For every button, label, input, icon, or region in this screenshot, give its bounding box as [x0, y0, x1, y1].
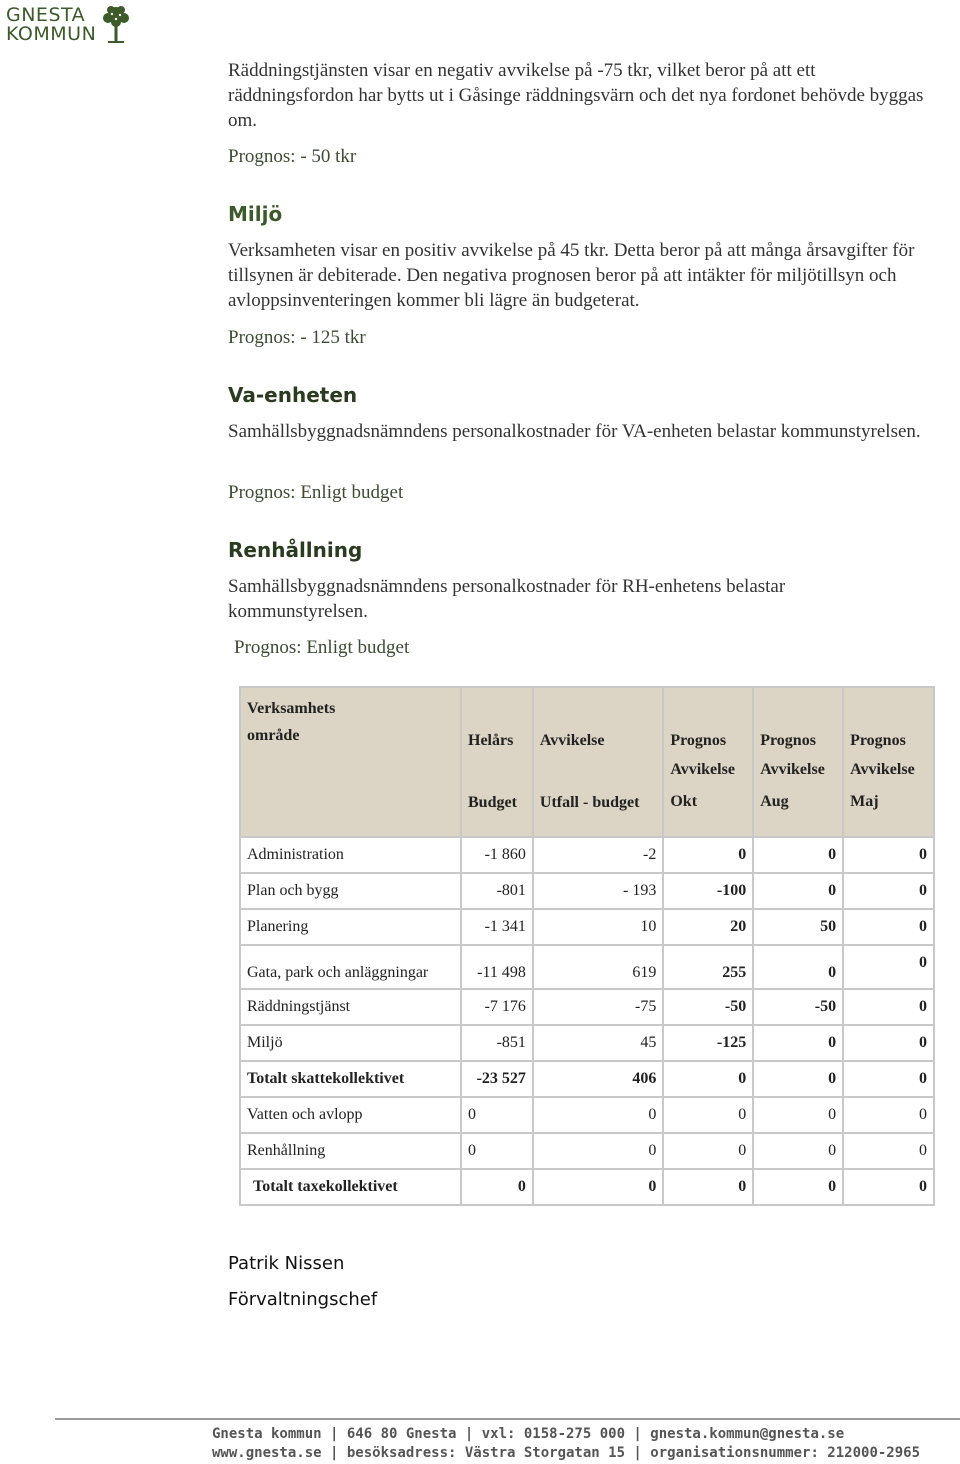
- header-text: Prognos: [850, 732, 906, 749]
- cell-utfall: -2: [533, 837, 663, 873]
- header-text: Prognos: [760, 732, 816, 749]
- cell-utfall: 0: [533, 1169, 663, 1205]
- cell-budget: 0: [461, 1097, 533, 1133]
- cell-name: Renhållning: [240, 1133, 461, 1169]
- cell-maj: 0: [843, 989, 934, 1025]
- cell-aug: 0: [753, 1169, 843, 1205]
- cell-aug: -50: [753, 989, 843, 1025]
- table-row-total: [240, 1061, 934, 1097]
- va-heading: Va-enheten: [228, 383, 358, 407]
- table-row: [240, 873, 934, 909]
- va-paragraph: Samhällsbyggnadsnämndens personalkostnader för VA-enheten belastar kommunstyrelsen.: [228, 421, 921, 442]
- miljo-prognos: Prognos: - 125 tkr: [228, 327, 366, 348]
- header-prognos-aug: [753, 687, 843, 837]
- cell-okt: 0: [663, 1169, 753, 1205]
- cell-utfall: -75: [533, 989, 663, 1025]
- table-row: [240, 1133, 934, 1169]
- header-text: Maj: [850, 793, 879, 810]
- table-row: [240, 945, 934, 989]
- cell-maj: 0: [843, 909, 934, 945]
- cell-maj: 0: [843, 1061, 934, 1097]
- cell-name: Miljö: [240, 1025, 461, 1061]
- header-verksamhetsomrade: [240, 687, 461, 837]
- cell-okt: 255: [663, 945, 753, 989]
- cell-budget: 0: [461, 1133, 533, 1169]
- table-header-row: [240, 687, 934, 837]
- footer-address-line: www.gnesta.se | besöksadress: Västra Storgatan 15 | organisationsnummer: 212000-2965: [212, 1445, 921, 1461]
- cell-maj: 0: [843, 945, 934, 989]
- cell-utfall: - 193: [533, 873, 663, 909]
- cell-aug: 0: [753, 945, 843, 989]
- cell-aug: 0: [753, 1097, 843, 1133]
- intro-paragraph: Räddningstjänsten visar en negativ avvikelse på -75 tkr, vilket beror på att ett räddningsfordon har bytts ut i Gåsinge räddningsvärn och det nya fordonet behövde byggas om.: [228, 60, 924, 131]
- cell-name: Räddningstjänst: [240, 989, 461, 1025]
- cell-utfall: 10: [533, 909, 663, 945]
- signature-title: Förvaltningschef: [228, 1289, 378, 1310]
- header-text: Avvikelse: [850, 761, 915, 778]
- cell-utfall: 45: [533, 1025, 663, 1061]
- cell-budget: -7 176: [461, 989, 533, 1025]
- cell-name: Gata, park och anläggningar: [240, 945, 461, 989]
- gnesta-kommun-logo: [6, 4, 130, 46]
- cell-name: Plan och bygg: [240, 873, 461, 909]
- renhallning-prognos: Prognos: Enligt budget: [234, 637, 410, 658]
- header-text: Prognos: [670, 732, 727, 749]
- header-text: Helårs: [468, 732, 514, 749]
- cell-budget: 0: [461, 1169, 533, 1205]
- va-prognos: Prognos: Enligt budget: [228, 482, 404, 503]
- cell-budget: -851: [461, 1025, 533, 1061]
- intro-prognos: Prognos: - 50 tkr: [228, 146, 357, 167]
- logo-text-kommun: KOMMUN: [6, 23, 97, 45]
- tree-icon: [100, 4, 132, 46]
- table-row-total: [240, 1169, 934, 1205]
- cell-name: Totalt taxekollektivet: [240, 1169, 461, 1205]
- cell-okt: -50: [663, 989, 753, 1025]
- table-row: [240, 989, 934, 1025]
- cell-budget: -1 341: [461, 909, 533, 945]
- header-budget: [461, 687, 533, 837]
- cell-maj: 0: [843, 1097, 934, 1133]
- cell-name: Vatten och avlopp: [240, 1097, 461, 1133]
- header-text: Verksamhets: [247, 700, 336, 717]
- miljo-paragraph: Verksamheten visar en positiv avvikelse på 45 tkr. Detta beror på att många årsavgifter för tillsynen är debiterade. Den negativa prognosen beror på att intäkter för miljötillsyn och avloppsinventeringen kommer bli lägre än budgeterat.: [228, 240, 915, 311]
- cell-name: Totalt skattekollektivet: [240, 1061, 461, 1097]
- budget-table: [239, 686, 935, 1206]
- table-row: [240, 909, 934, 945]
- header-text: Budget: [468, 794, 517, 811]
- cell-maj: 0: [843, 1133, 934, 1169]
- cell-budget: -11 498: [461, 945, 533, 989]
- cell-utfall: 619: [533, 945, 663, 989]
- header-text: Avvikelse: [539, 732, 605, 749]
- cell-maj: 0: [843, 1169, 934, 1205]
- cell-maj: 0: [843, 873, 934, 909]
- footer-divider: [55, 1418, 960, 1420]
- cell-aug: 0: [753, 873, 843, 909]
- signature-name: Patrik Nissen: [228, 1253, 345, 1274]
- renhallning-paragraph: Samhällsbyggnadsnämndens personalkostnader för RH-enhetens belastar kommunstyrelsen.: [228, 576, 786, 622]
- footer-contact-line: Gnesta kommun | 646 80 Gnesta | vxl: 0158-275 000 | gnesta.kommun@gnesta.se: [212, 1426, 845, 1442]
- header-avvikelse: [533, 687, 663, 837]
- cell-maj: 0: [843, 1025, 934, 1061]
- cell-name: Planering: [240, 909, 461, 945]
- cell-aug: 50: [753, 909, 843, 945]
- header-text: Okt: [670, 793, 698, 810]
- cell-utfall: 0: [533, 1097, 663, 1133]
- header-text: Utfall - budget: [539, 794, 640, 811]
- cell-okt: -100: [663, 873, 753, 909]
- cell-okt: 0: [663, 1061, 753, 1097]
- header-prognos-okt: [663, 687, 753, 837]
- cell-okt: -125: [663, 1025, 753, 1061]
- cell-utfall: 406: [533, 1061, 663, 1097]
- renhallning-heading: Renhållning: [228, 538, 363, 562]
- header-prognos-maj: [843, 687, 934, 837]
- cell-budget: -23 527: [461, 1061, 533, 1097]
- cell-okt: 0: [663, 1097, 753, 1133]
- cell-utfall: 0: [533, 1133, 663, 1169]
- miljo-heading: Miljö: [228, 202, 283, 226]
- cell-okt: 0: [663, 1133, 753, 1169]
- cell-aug: 0: [753, 1133, 843, 1169]
- header-text: Avvikelse: [760, 761, 825, 778]
- header-text: Aug: [760, 793, 789, 810]
- cell-okt: 0: [663, 837, 753, 873]
- table-row: [240, 837, 934, 873]
- cell-aug: 0: [753, 1061, 843, 1097]
- header-text: område: [247, 727, 300, 744]
- cell-okt: 20: [663, 909, 753, 945]
- header-text: Avvikelse: [670, 761, 735, 778]
- cell-aug: 0: [753, 837, 843, 873]
- logo-text-gnesta: GNESTA: [6, 4, 86, 26]
- cell-name: Administration: [240, 837, 461, 873]
- table-row: [240, 1097, 934, 1133]
- cell-maj: 0: [843, 837, 934, 873]
- cell-aug: 0: [753, 1025, 843, 1061]
- table-row: [240, 1025, 934, 1061]
- cell-budget: -801: [461, 873, 533, 909]
- cell-budget: -1 860: [461, 837, 533, 873]
